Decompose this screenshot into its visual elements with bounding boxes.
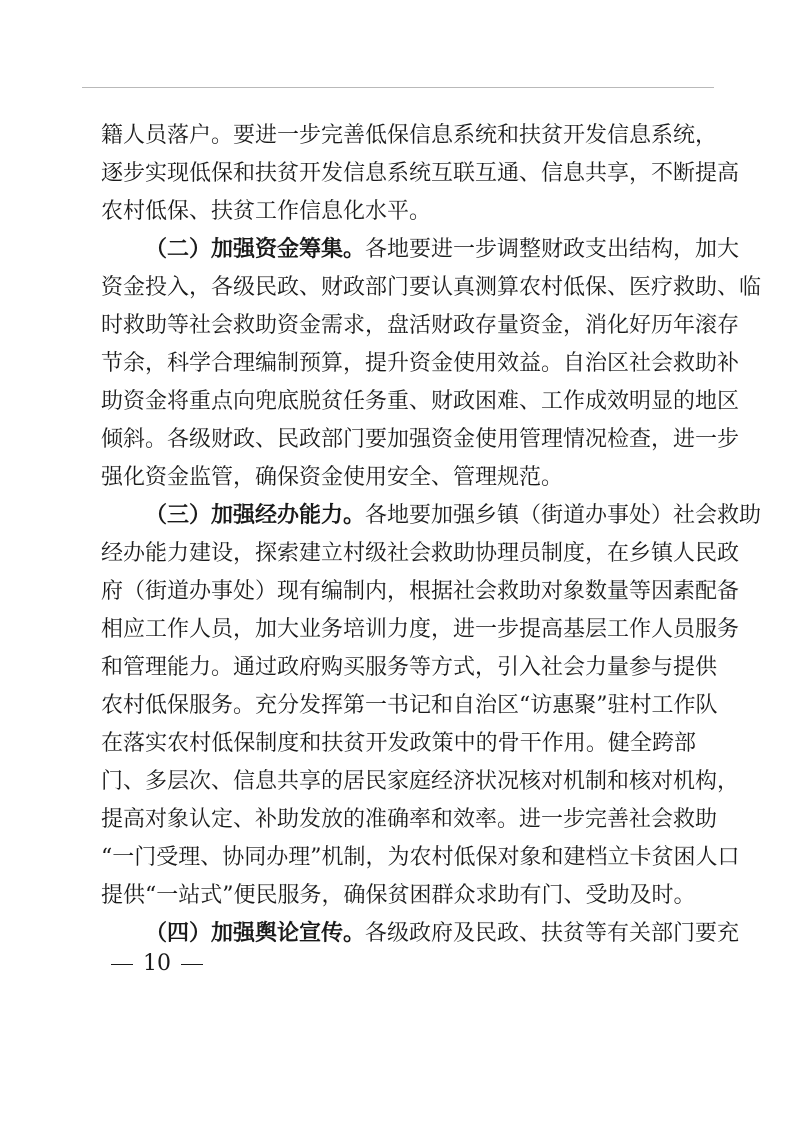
text-line: 强化资金监管，确保资金使用安全、管理规范。 bbox=[101, 465, 564, 490]
text-line: 提供“一站式”便民服务，确保贫困群众求助有门、受助及时。 bbox=[101, 883, 696, 908]
text-line: 籍人员落户。要进一步完善低保信息系统和扶贫开发信息系统， bbox=[101, 123, 718, 148]
text-line: 经办能力建设，探索建立村级社会救助协理员制度，在乡镇人民政 bbox=[101, 541, 740, 566]
page-number: 10 bbox=[143, 951, 171, 976]
text-line: 助资金将重点向兜底脱贫任务重、财政困难、工作成效明显的地区 bbox=[101, 389, 740, 414]
text-line: 资金投入，各级民政、财政部门要认真测算农村低保、医疗救助、临 bbox=[101, 275, 762, 300]
paragraph bbox=[101, 915, 740, 953]
text-run: 各地要加强乡镇（街道办事处）社会救助 bbox=[365, 503, 762, 528]
paragraph bbox=[101, 497, 762, 915]
text-line: “一门受理、协同办理”机制，为农村低保对象和建档立卡贫困人口 bbox=[101, 845, 740, 870]
document-body bbox=[101, 117, 762, 953]
text-line: 农村低保、扶贫工作信息化水平。 bbox=[101, 199, 432, 224]
text-line: 在落实农村低保制度和扶贫开发政策中的骨干作用。健全跨部 bbox=[101, 731, 696, 756]
text-line: 府（街道办事处）现有编制内，根据社会救助对象数量等因素配备 bbox=[101, 579, 740, 604]
page-footer bbox=[101, 949, 213, 979]
text-run: 各地要进一步调整财政支出结构，加大 bbox=[365, 237, 740, 262]
dash-left bbox=[111, 964, 133, 965]
text-line bbox=[101, 915, 740, 953]
text-line: 相应工作人员，加大业务培训力度，进一步提高基层工作人员服务 bbox=[101, 617, 740, 642]
dash-right bbox=[181, 964, 203, 965]
section-heading: （二）加强资金筹集。 bbox=[145, 237, 366, 262]
text-line: 提高对象认定、补助发放的准确率和效率。进一步完善社会救助 bbox=[101, 807, 718, 832]
paragraph bbox=[101, 231, 762, 497]
text-line: 农村低保服务。充分发挥第一书记和自治区“访惠聚”驻村工作队 bbox=[101, 693, 718, 718]
text-line: 时救助等社会救助资金需求，盘活财政存量资金，消化好历年滚存 bbox=[101, 313, 740, 338]
text-line: 倾斜。各级财政、民政部门要加强资金使用管理情况检查，进一步 bbox=[101, 427, 740, 452]
section-heading: （四）加强舆论宣传。 bbox=[145, 921, 366, 946]
text-line bbox=[101, 497, 762, 535]
text-line: 节余，科学合理编制预算，提升资金使用效益。自治区社会救助补 bbox=[101, 351, 740, 376]
text-line: 门、多层次、信息共享的居民家庭经济状况核对机制和核对机构， bbox=[101, 769, 740, 794]
paragraph bbox=[101, 117, 740, 231]
header-rule bbox=[82, 87, 714, 88]
text-run: 各级政府及民政、扶贫等有关部门要充 bbox=[365, 921, 740, 946]
text-line: 和管理能力。通过政府购买服务等方式，引入社会力量参与提供 bbox=[101, 655, 718, 680]
section-heading: （三）加强经办能力。 bbox=[145, 503, 366, 528]
text-line bbox=[101, 231, 740, 269]
text-line: 逐步实现低保和扶贫开发信息系统互联互通、信息共享，不断提高 bbox=[101, 161, 740, 186]
